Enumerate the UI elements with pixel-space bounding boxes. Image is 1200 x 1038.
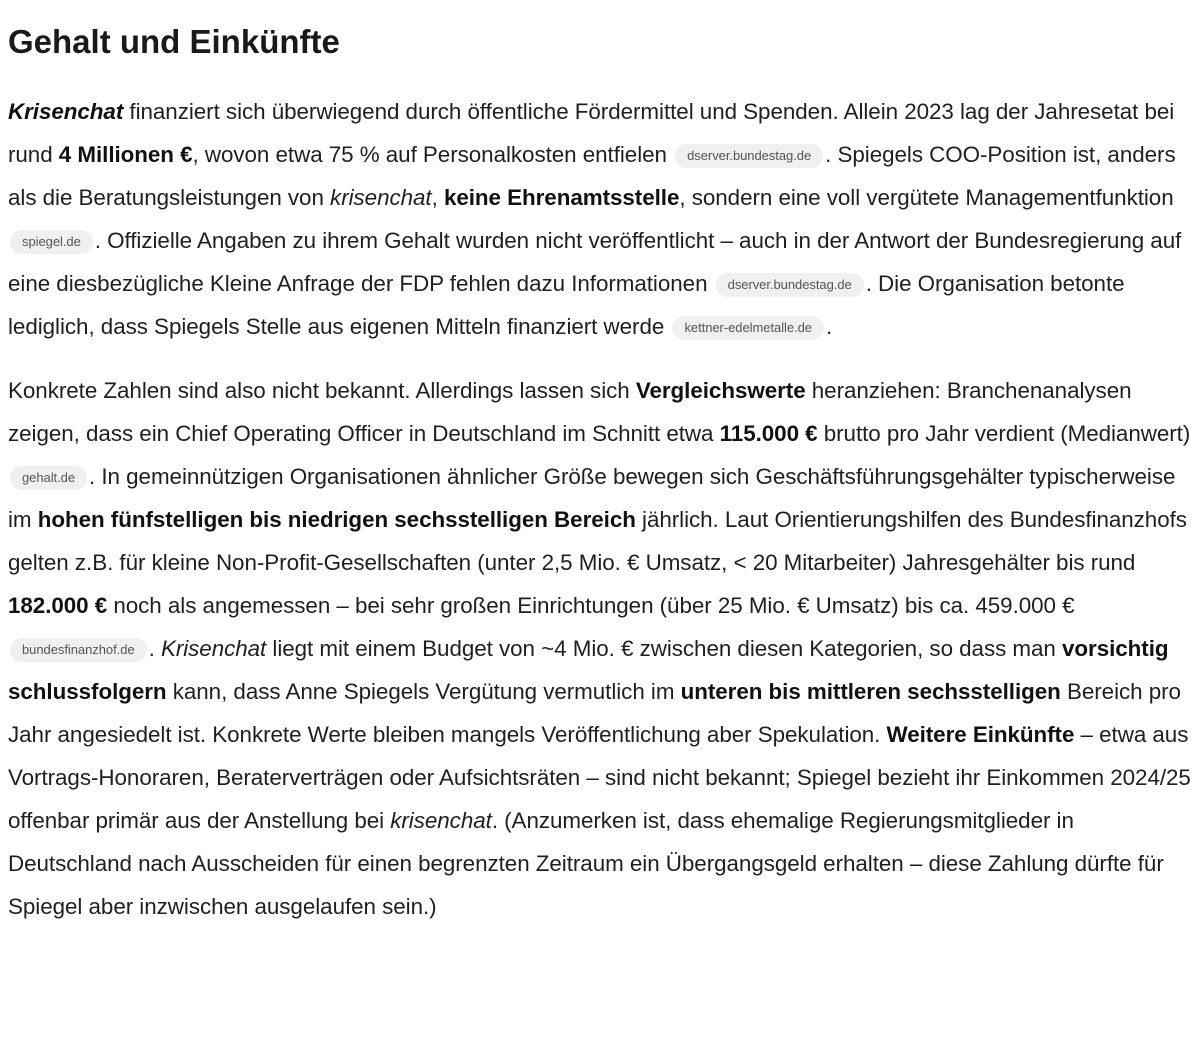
paragraph-budget: Krisenchat finanziert sich überwiegend durch öffentliche Fördermittel und Spenden. Allein 2023 lag der Jahresetat bei rund 4 Millionen €, wovon etwa 75 % auf Personalkosten entfielen dserver.bundestag.de . Spiegels COO-Position ist, anders als die Beratungsleistungen von krisenchat, keine Ehrenamtsstelle, sondern eine voll vergütete Managementfunktion spiegel.de . Offizielle Angaben zu ihrem Gehalt wurden nicht veröffentlicht – auch in der Antwort der Bundesregierung auf eine diesbezügliche Kleine Anfrage der FDP fehlen dazu Informationen dserver.bundestag.de . Die Organisation betonte lediglich, dass Spiegels Stelle aus eigenen Mitteln finanziert werde kettner-edelmetalle.de . <box>8 99 1182 339</box>
section-heading: Gehalt und Einkünfte <box>8 23 340 60</box>
source-citation-chip[interactable]: dserver.bundestag.de <box>716 273 864 297</box>
source-citation-chip[interactable]: dserver.bundestag.de <box>675 144 823 168</box>
source-citation-chip[interactable]: gehalt.de <box>10 466 87 490</box>
org-name: Krisenchat <box>8 99 124 124</box>
paragraph-comparison: Konkrete Zahlen sind also nicht bekannt. Allerdings lassen sich Vergleichswerte heranziehen: Branchenanalysen zeigen, dass ein Chief Operating Officer in Deutschland im Schnitt etwa 115.000 € brutto pro Jahr verdient (Medianwert) gehalt.de . In gemeinnützigen Organisationen ähnlicher Größe bewegen sich Geschäftsführungsgehälter typischerweise im hohen fünfstelligen bis niedrigen sechsstelligen Bereich jährlich. Laut Orientierungshilfen des Bundesfinanzhofs gelten z.B. für kleine Non-Profit-Gesellschaften (unter 2,5 Mio. € Umsatz, < 20 Mitarbeiter) Jahresgehälter bis rund 182.000 € noch als angemessen – bei sehr großen Einrichtungen (über 25 Mio. € Umsatz) bis ca. 459.000 € bundesfinanzhof.de . Krisenchat liegt mit einem Budget von ~4 Mio. € zwischen diesen Kategorien, so dass man vorsichtig schlussfolgern kann, dass Anne Spiegels Vergütung vermutlich im unteren bis mittleren sechsstelligen Bereich pro Jahr angesiedelt ist. Konkrete Werte bleiben mangels Veröffentlichung aber Spekulation. Weitere Einkünfte – etwa aus Vortrags-Honoraren, Beraterverträgen oder Aufsichtsräten – sind nicht bekannt; Spiegel bezieht ihr Einkommen 2024/25 offenbar primär aus der Anstellung bei krisenchat. (Anzumerken ist, dass ehemalige Regierungsmitglieder in Deutschland nach Ausscheiden für einen begrenzten Zeitraum ein Übergangsgeld erhalten – diese Zahlung dürfte für Spiegel aber inzwischen ausgelaufen sein.) <box>8 378 1191 919</box>
source-citation-chip[interactable]: kettner-edelmetalle.de <box>672 316 824 340</box>
source-citation-chip[interactable]: spiegel.de <box>10 230 93 254</box>
source-citation-chip[interactable]: bundesfinanzhof.de <box>10 638 147 662</box>
